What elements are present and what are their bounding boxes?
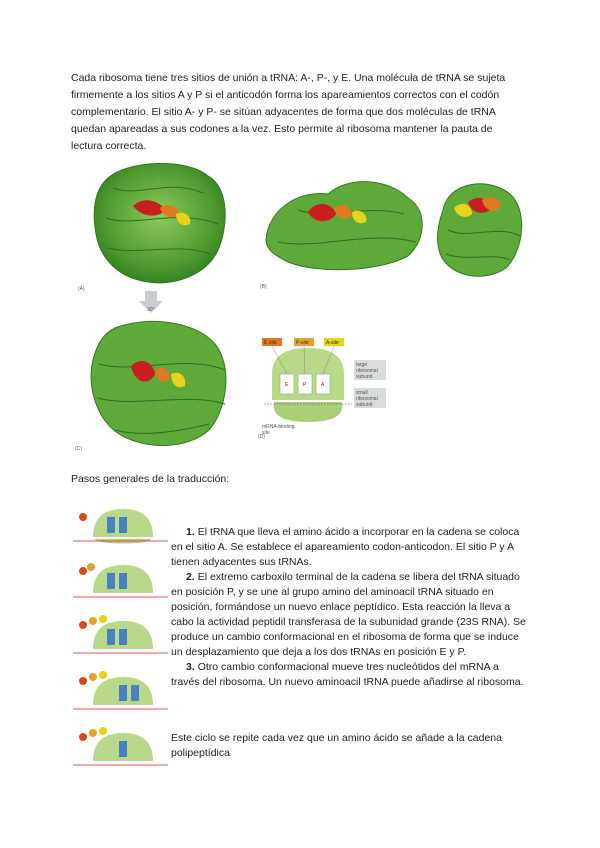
step-item-2 — [171, 570, 527, 660]
rotation-arrow — [139, 291, 163, 313]
p-site-label: P-site — [296, 340, 309, 346]
step-diagram-1 — [73, 497, 168, 547]
mrna-site-label: mRNA-binding site — [262, 424, 295, 436]
step-diagram-2 — [73, 553, 168, 603]
e-letter: E — [285, 382, 289, 388]
step-diagram-4 — [73, 665, 168, 715]
panel-a-label: (A) — [78, 286, 85, 292]
step-diagram-5 — [73, 721, 168, 771]
step-item-3 — [171, 660, 527, 690]
closing-paragraph: Este ciclo se repite cada vez que un amino ácido se añade a la cadena polipeptídica — [171, 732, 502, 759]
steps-list — [171, 525, 527, 690]
intro-paragraph: Cada ribosoma tiene tres sitios de unión a tRNA: A-, P-, y E. Una molécula de tRNA se sujeta firmemente a los sitios A y P si el anticodón forma los apareamientos correctos con el codón complementario. El sitio A- y P- se sitúan adyacentes de forma que dos moléculas de tRNA quedan apareadas a sus codones a la vez. Esto permite al ribosoma mantener la pauta de lectura correcta. — [71, 72, 506, 152]
e-site-label: E-site — [264, 340, 277, 346]
ribosome-image-a — [78, 158, 238, 292]
panel-d-label: (D) — [258, 434, 265, 440]
small-subunit-label: small ribosomal subunit — [356, 390, 378, 408]
step-text: Otro cambio conformacional mueve tres nucleótidos del mRNA a través del ribosoma. Un nuevo aminoacil tRNA puede añadirse al ribosoma. — [171, 661, 524, 688]
ribosome-schematic-d — [258, 330, 388, 440]
step-text: El tRNA que lleva el amino ácido a incorporar en la cadena se coloca en el sitio A. Se establece el apareamiento codon-anticodon. El sitio P y A tienen adyacentes sus tRNAs. — [171, 526, 520, 568]
p-letter: P — [303, 382, 307, 388]
ribosome-image-c — [75, 314, 235, 454]
ribosome-image-b — [258, 170, 528, 290]
panel-c-label: (C) — [75, 446, 82, 452]
step-item-1 — [171, 525, 527, 570]
step-number: 1. — [186, 526, 195, 538]
a-letter: A — [321, 382, 325, 388]
large-subunit-label: large ribosomal subunit — [356, 362, 378, 380]
panel-b-label: (B) — [260, 284, 267, 290]
step-diagram-3 — [73, 609, 168, 659]
a-site-label: A-site — [326, 340, 339, 346]
step-text: El extremo carboxilo terminal de la cadena se libera del tRNA situado en posición P, y se une al grupo amino del aminoacil tRNA situado en posición, formándose un nuevo enlace peptídico. Esta reacción la lleva a cabo la actividad peptidil transferasa de la subunidad grande (23S RNA). Se produce un cambio conformacional en el ribosoma de forma que se induce un desplazamiento que deja a los dos tRNAs en posición E y P. — [171, 571, 526, 658]
step-number: 2. — [186, 571, 195, 583]
rotation-label: 90° — [147, 307, 155, 313]
steps-heading: Pasos generales de la traducción: — [71, 473, 230, 485]
step-number: 3. — [186, 661, 195, 673]
